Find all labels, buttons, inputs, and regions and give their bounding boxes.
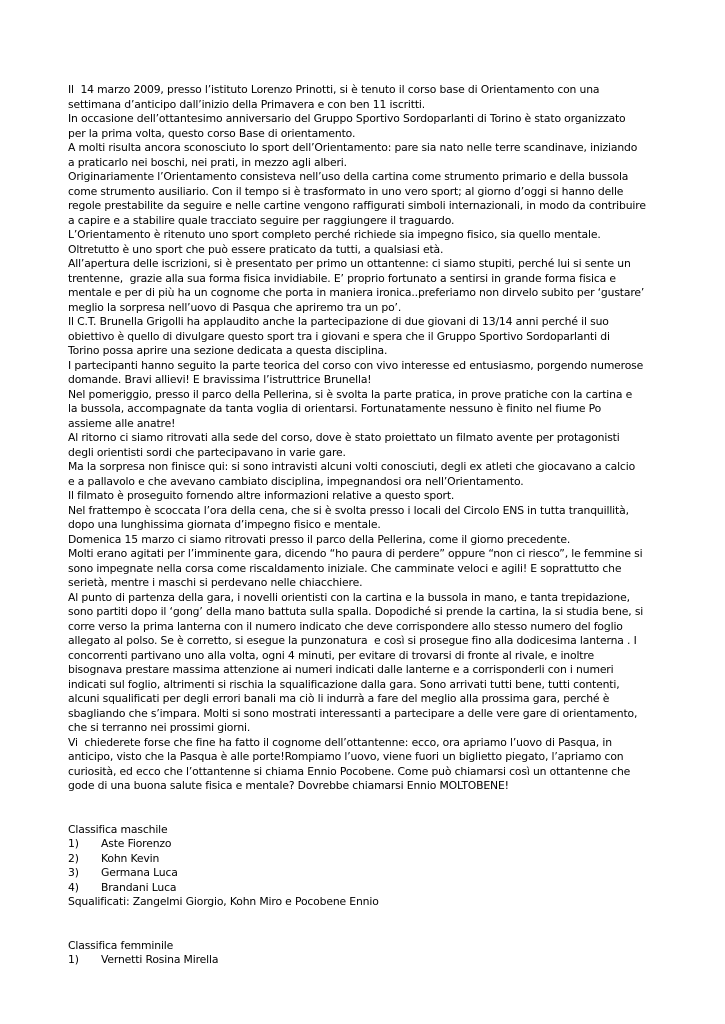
text-line: indicati sul foglio, altrimenti si rischia la squalificazione dalla gara. Sono arrivati tutti bene, tutti contenti,: [68, 677, 620, 691]
text-line: settimana d’anticipo dall’inizio della Primavera e con ben 11 iscritti.: [68, 97, 426, 111]
text-line: e a pallavolo e che avevano cambiato disciplina, impegnandosi ora nell’Orientamento.: [68, 474, 524, 488]
rank-number: 4): [68, 880, 79, 894]
text-line: meglio la sorpresa nell’uovo di Pasqua che apriremo tra un po’.: [68, 300, 402, 314]
text-line: Oltretutto è uno sport che può essere praticato da tutti, a qualsiasi età.: [68, 242, 444, 256]
ranking-entry: [68, 852, 723, 867]
text-line: Nel pomeriggio, presso il parco della Pellerina, si è svolta la parte pratica, in prove pratiche con la cartina e: [68, 387, 633, 401]
text-line: concorrenti partivano uno alla volta, ogni 4 minuti, per evitare di trovarsi di fronte al rivale, e inoltre: [68, 648, 594, 662]
rank-number: 2): [68, 851, 79, 865]
text-line: Originariamente l’Orientamento consisteva nell’uso della cartina come strumento primario e della bussola: [68, 170, 629, 183]
text-line: Nel frattempo è scoccata l’ora della cena, che si è svolta presso i locali del Circolo ENS in tutta tranquillità,: [68, 503, 629, 517]
text-line: sono impegnate nella corsa come riscaldamento iniziale. Che camminate veloci e agili! E soprattutto che: [68, 561, 622, 575]
text-line: Torino possa aprire una sezione dedicata a questa disciplina.: [68, 344, 388, 357]
text-line: a praticarlo nei boschi, nei prati, in mezzo agli alberi.: [68, 155, 347, 169]
blank-lines: [68, 910, 723, 939]
text-line: degli orientisti sordi che partecipavano in varie gare.: [68, 445, 346, 459]
text-line: la bussola, accompagnate da tanta voglia di orientarsi. Fortunatamente nessuno è finito nel fiume Po: [68, 402, 602, 415]
classifica-maschile-list: [68, 837, 723, 895]
text-line: A molti risulta ancora sconosciuto lo sport dell’Orientamento: pare sia nato nelle terre scandinave, iniziando: [68, 141, 638, 154]
blank-lines: [68, 794, 723, 823]
text-line: regole prestabilite da seguire e nelle cartine vengono raffigurati simboli internazionali, in modo da contribuire: [68, 199, 646, 212]
text-line: anticipo, visto che la Pasqua è alle porte!Rompiamo l’uovo, viene fuori un biglietto piegato, l’apriamo con: [68, 750, 624, 763]
classifica-femminile-list: [68, 953, 723, 968]
text-line: In occasione dell’ottantesimo anniversario del Gruppo Sportivo Sordoparlanti di Torino è stato organizzato: [68, 112, 626, 125]
text-line: allegato al polso. Se è corretto, si esegue la punzonatura e così si prosegue fino alla dodicesima lanterna . I: [68, 634, 637, 647]
text-line: per la prima volta, questo corso Base di orientamento.: [68, 126, 356, 140]
ranking-entry: [68, 837, 723, 852]
athlete-name: Germana Luca: [101, 866, 178, 879]
ranking-entry: [68, 866, 723, 881]
text-line: L’Orientamento è ritenuto uno sport completo perché richiede sia impegno fisico, sia quello mentale.: [68, 228, 601, 241]
text-line: gode di una buona salute fisica e mentale? Dovrebbe chiamarsi Ennio MOLTOBENE!: [68, 779, 509, 792]
article-body: [68, 83, 723, 794]
text-line: Al punto di partenza della gara, i novelli orientisti con la cartina e la bussola in mano, e tanta trepidazione,: [68, 590, 630, 604]
text-line: domande. Bravi allievi! E bravissima l’istruttrice Brunella!: [68, 373, 372, 386]
text-line: sbagliando che s’impara. Molti si sono mostrati interessanti a partecipare a delle vere gare di orientamento,: [68, 706, 638, 720]
ranking-entry: [68, 881, 723, 896]
text-line: All’apertura delle iscrizioni, si è presentato per primo un ottantenne: ci siamo stupiti, perché lui si sente un: [68, 257, 631, 270]
athlete-name: Aste Fiorenzo: [101, 837, 172, 850]
rank-number: 3): [68, 866, 79, 879]
text-line: I partecipanti hanno seguito la parte teorica del corso con vivo interesse ed entusiasmo, porgendo numerose: [68, 358, 644, 372]
text-line: obiettivo è quello di divulgare questo sport tra i giovani e spera che il Gruppo Sportivo Sordoparlanti di: [68, 329, 610, 343]
text-line: trentenne, grazie alla sua forma fisica invidiabile. E’ proprio fortunato a sentirsi in grande forma fisica e: [68, 271, 616, 285]
classifica-femminile-title: Classifica femminile: [68, 938, 174, 952]
ranking-entry: [68, 953, 723, 968]
text-line: come strumento ausiliario. Con il tempo si è trasformato in uno vero sport; al giorno d’oggi si hanno delle: [68, 184, 624, 198]
text-line: mentale e per di più ha un cognome che porta in maniera ironica..preferiamo non dirvelo subito per ‘gustare’: [68, 286, 645, 299]
rank-number: 1): [68, 953, 79, 966]
text-line: che si terranno nei prossimi giorni.: [68, 721, 251, 734]
text-line: serietà, mentre i maschi si perdevano nelle chiacchiere.: [68, 576, 363, 589]
classifica-maschile-section: [68, 823, 723, 910]
text-line: Ma la sorpresa non finisce qui: si sono intravisti alcuni volti conosciuti, degli ex atleti che giocavano a calcio: [68, 460, 636, 473]
text-line: curiosità, ed ecco che l’ottantenne si chiama Ennio Pocobene. Come può chiamarsi così un ottantenne che: [68, 764, 631, 778]
rank-number: 1): [68, 837, 79, 850]
text-line: bisognava prestare massima attenzione ai numeri indicati dalle lanterne e a corrisponderli con i numeri: [68, 663, 614, 676]
athlete-name: Vernetti Rosina Mirella: [101, 953, 219, 966]
text-line: alcuni squalificati per degli errori banali ma ciò li indurrà a fare del meglio alla prossima gara, perché è: [68, 692, 610, 705]
text-line: assieme alle anatre!: [68, 416, 176, 430]
athlete-name: Kohn Kevin: [101, 851, 160, 865]
classifica-femminile-section: [68, 939, 723, 968]
text-line: sono partiti dopo il ‘gong’ della mano battuta sulla spalla. Dopodiché si prende la cartina, la si studia bene, si: [68, 605, 644, 618]
squalificati-note: Squalificati: Zangelmi Giorgio, Kohn Miro e Pocobene Ennio: [68, 895, 379, 908]
text-line: Vi chiederete forse che fine ha fatto il cognome dell’ottantenne: ecco, ora apriamo l’uovo di Pasqua, in: [68, 735, 612, 749]
text-line: Molti erano agitati per l’imminente gara, dicendo “ho paura di perdere” oppure “non ci riesco”, le femmine si: [68, 547, 643, 560]
text-line: dopo una lunghissima giornata d’impegno fisico e mentale.: [68, 518, 381, 531]
text-line: a capire e a stabilire quale tracciato seguire per raggiungere il traguardo.: [68, 213, 455, 227]
text-line: Il C.T. Brunella Grigolli ha applaudito anche la partecipazione di due giovani di 13/14 anni perché il suo: [68, 315, 609, 328]
text-line: corre verso la prima lanterna con il numero indicato che deve corrispondere allo stesso numero del foglio: [68, 619, 623, 633]
text-line: Il filmato è proseguito fornendo altre informazioni relative a questo sport.: [68, 489, 455, 502]
text-line: Al ritorno ci siamo ritrovati alla sede del corso, dove è stato proiettato un filmato avente per protagonisti: [68, 431, 620, 444]
athlete-name: Brandani Luca: [101, 880, 177, 894]
classifica-maschile-title: Classifica maschile: [68, 822, 168, 836]
text-line: Il 14 marzo 2009, presso l’istituto Lorenzo Prinotti, si è tenuto il corso base di Orientamento con una: [68, 83, 600, 96]
document-text: [68, 83, 723, 968]
text-line: Domenica 15 marzo ci siamo ritrovati presso il parco della Pellerina, come il giorno precedente.: [68, 532, 571, 546]
